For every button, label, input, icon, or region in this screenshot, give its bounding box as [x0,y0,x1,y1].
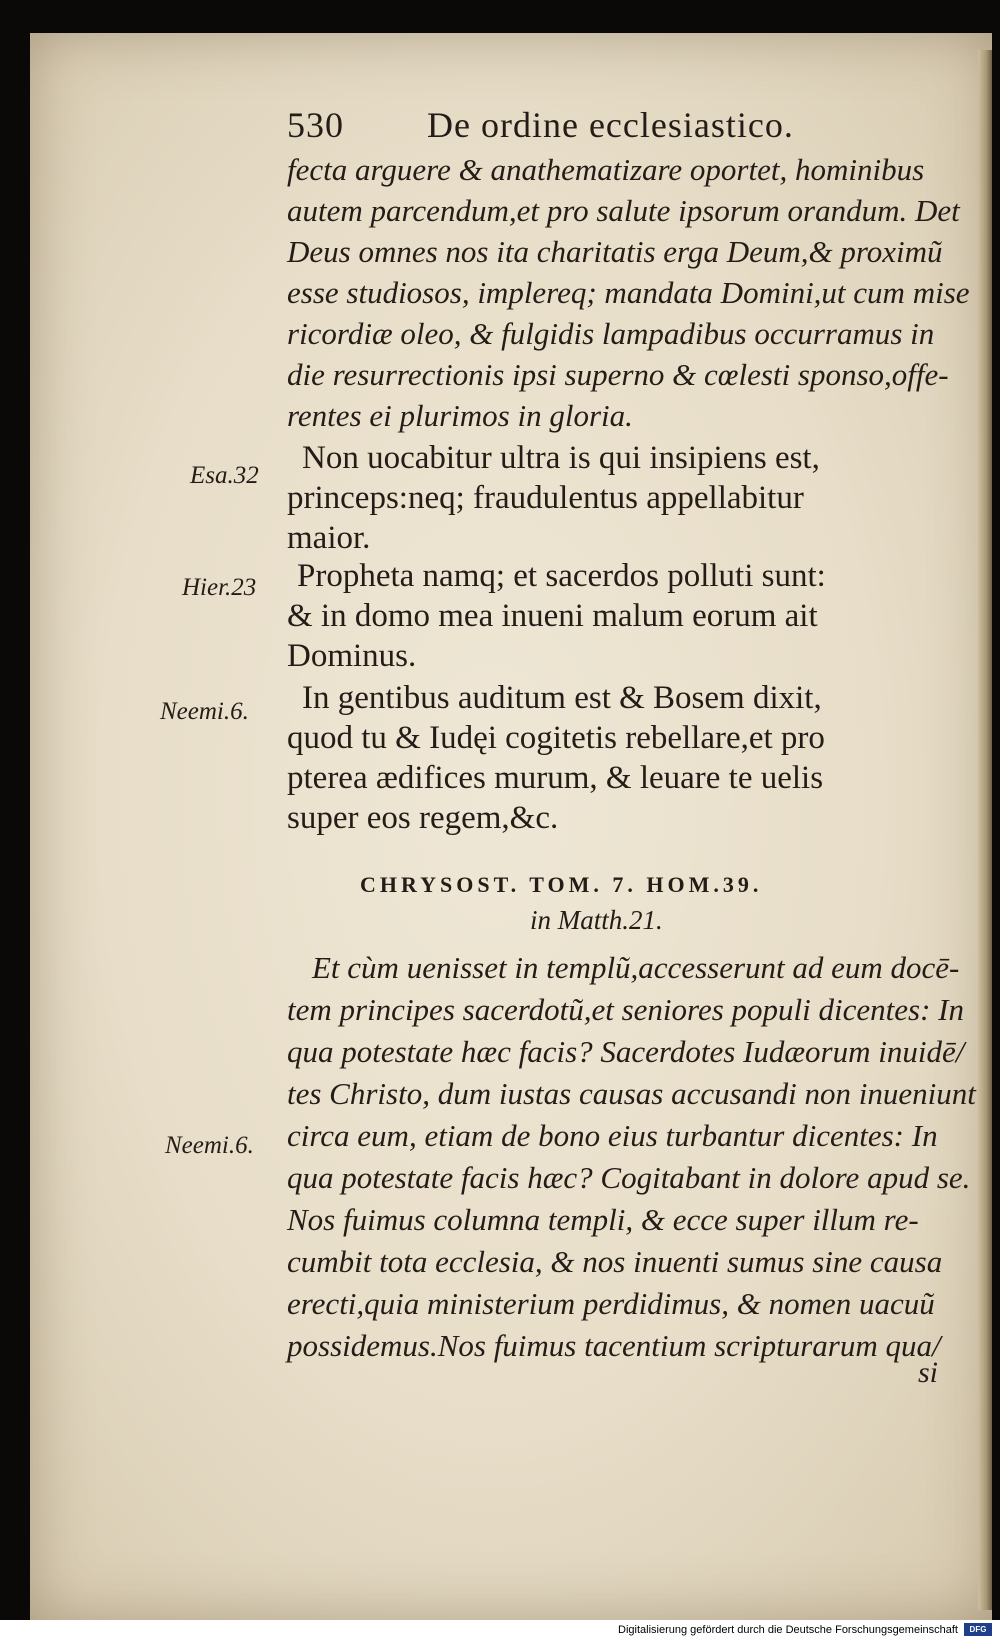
margin-ref-neemi: Neemi.6. [160,698,249,725]
text-line: ricordiæ oleo, & fulgidis lampadibus occurramus in [287,316,935,351]
text-line: esse studiosos, implereq; mandata Domini,ut cum mise [287,275,970,310]
digitization-footer [0,1620,1000,1640]
footer-credit: Digitalisierung gefördert durch die Deutsche Forschungsgemeinschaft [618,1624,958,1636]
text-line: fecta arguere & anathematizare oportet, hominibus [287,152,925,187]
text-line: Non uocabitur ultra is qui insipiens est, [302,440,820,476]
text-line: Nos fuimus columna templi, & ecce super illum re- [287,1202,919,1237]
text-line: quod tu & Iudęi cogitetis rebellare,et pro [287,720,825,756]
margin-ref-neemi-2: Neemi.6. [165,1132,254,1159]
text-line: & in domo mea inueni malum eorum ait [287,598,818,634]
margin-ref-hier: Hier.23 [182,574,257,601]
text-line: circa eum, etiam de bono eius turbantur dicentes: In [287,1118,938,1153]
text-line: erecti,quia ministerium perdidimus, & nomen uacuũ [287,1286,935,1321]
text-line: pterea ædifices murum, & leuare te uelis [287,760,824,796]
text-line: Propheta namq; et sacerdos polluti sunt: [297,558,826,594]
text-line: princeps:neq; fraudulentus appellabitur [287,480,804,516]
catchword: si [918,1356,939,1389]
text-line: qua potestate hæc facis? Sacerdotes Iudæorum inuidē/ [287,1034,965,1069]
running-head [287,104,807,146]
text-line: tem principes sacerdotũ,et seniores populi dicentes: In [287,992,964,1027]
text-line: super eos regem,&c. [287,800,559,836]
section-subheading: in Matth.21. [530,905,663,935]
text-line: Et cùm uenisset in templũ,accesserunt ad eum docē- [312,950,960,985]
text-line: autem parcendum,et pro salute ipsorum orandum. Det [287,193,960,228]
text-line: qua potestate facis hæc? Cogitabant in dolore apud se. [287,1160,971,1195]
running-title: De ordine ecclesiastico. [427,105,794,145]
page-edge [978,50,992,1610]
text-line: Dominus. [287,638,417,674]
page-number: 530 [287,105,344,145]
text-line: tes Christo, dum iustas causas accusandi non inueniunt [287,1076,976,1111]
dfg-logo-icon: DFG [964,1623,992,1636]
text-line: cumbit tota ecclesia, & nos inuenti sumus sine causa [287,1244,943,1279]
text-line: rentes ei plurimos in gloria. [287,398,633,433]
text-line: die resurrectionis ipsi superno & cœlesti sponso,offe- [287,357,949,392]
text-line: maior. [287,520,371,556]
text-line: In gentibus auditum est & Bosem dixit, [302,680,822,716]
margin-ref-esa: Esa.32 [190,462,259,489]
text-line: possidemus.Nos fuimus tacentium scripturarum qua/ [287,1328,941,1363]
text-line: Deus omnes nos ita charitatis erga Deum,& proximũ [287,234,943,269]
section-heading: CHRYSOST. TOM. 7. HOM.39. [360,872,763,897]
